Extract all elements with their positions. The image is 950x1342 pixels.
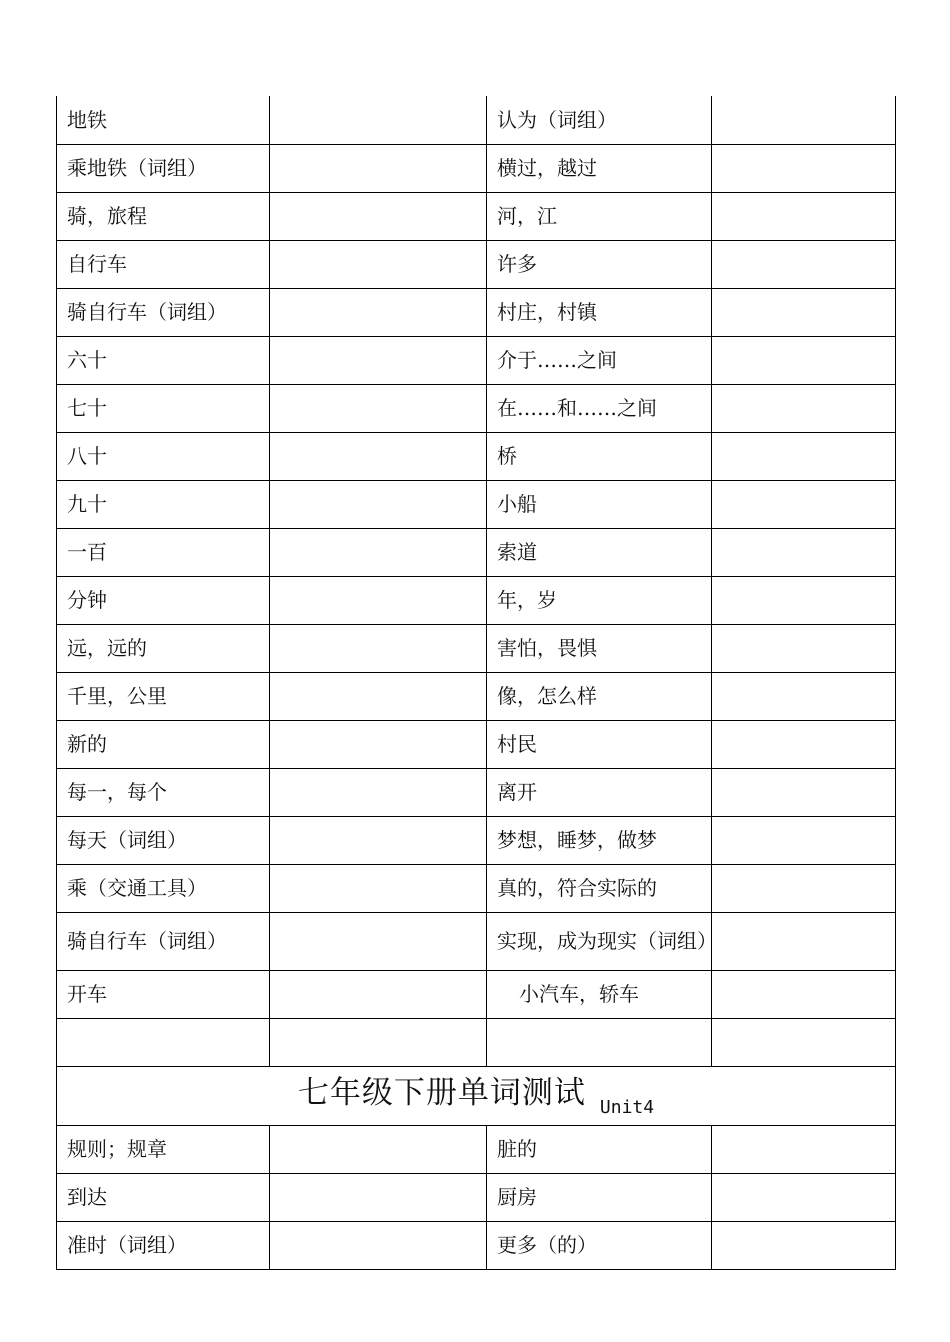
table-row [57,384,896,432]
chinese-term: 介于……之间 [487,336,712,384]
chinese-term [487,1018,712,1066]
answer-cell[interactable] [712,970,896,1018]
answer-cell[interactable] [712,384,896,432]
chinese-term: 真的，符合实际的 [487,864,712,912]
chinese-term: 九十 [57,480,270,528]
answer-cell[interactable] [712,288,896,336]
answer-cell[interactable] [270,912,487,970]
answer-cell[interactable] [270,970,487,1018]
chinese-term: 更多（的） [487,1221,712,1269]
chinese-term: 乘地铁（词组） [57,144,270,192]
answer-cell[interactable] [270,240,487,288]
table-row [57,336,896,384]
answer-cell[interactable] [712,672,896,720]
answer-cell[interactable] [712,624,896,672]
chinese-term: 河，江 [487,192,712,240]
answer-cell[interactable] [270,768,487,816]
chinese-term: 新的 [57,720,270,768]
answer-cell[interactable] [712,336,896,384]
chinese-term: 自行车 [57,240,270,288]
chinese-term: 害怕，畏惧 [487,624,712,672]
chinese-term: 到达 [57,1173,270,1221]
chinese-term [57,1018,270,1066]
table-row [57,144,896,192]
chinese-term: 认为（词组） [487,96,712,144]
chinese-term: 脏的 [487,1125,712,1173]
answer-cell[interactable] [712,432,896,480]
unit-label: Unit4 [599,1097,655,1118]
answer-cell[interactable] [270,624,487,672]
table-row [57,192,896,240]
chinese-term: 桥 [487,432,712,480]
table-row [57,912,896,970]
answer-cell[interactable] [712,576,896,624]
chinese-term: 村庄，村镇 [487,288,712,336]
answer-cell[interactable] [712,240,896,288]
answer-cell[interactable] [712,480,896,528]
chinese-term: 每天（词组） [57,816,270,864]
chinese-term: 在……和……之间 [487,384,712,432]
answer-cell[interactable] [270,96,487,144]
answer-cell[interactable] [270,1018,487,1066]
answer-cell[interactable] [712,192,896,240]
answer-cell[interactable] [712,528,896,576]
answer-cell[interactable] [712,96,896,144]
chinese-term: 规则；规章 [57,1125,270,1173]
answer-cell[interactable] [712,816,896,864]
table-row [57,720,896,768]
chinese-term: 八十 [57,432,270,480]
answer-cell[interactable] [712,720,896,768]
chinese-term: 村民 [487,720,712,768]
answer-cell[interactable] [270,1221,487,1269]
chinese-term: 骑自行车（词组） [57,912,270,970]
answer-cell[interactable] [270,864,487,912]
chinese-term: 远，远的 [57,624,270,672]
vocabulary-table [56,96,896,1270]
answer-cell[interactable] [270,384,487,432]
chinese-term: 年，岁 [487,576,712,624]
table-row [57,1221,896,1269]
table-row [57,528,896,576]
answer-cell[interactable] [270,1173,487,1221]
chinese-term: 横过，越过 [487,144,712,192]
chinese-term: 开车 [57,970,270,1018]
chinese-term: 地铁 [57,96,270,144]
table-row [57,768,896,816]
chinese-term: 一百 [57,528,270,576]
answer-cell[interactable] [270,528,487,576]
answer-cell[interactable] [270,192,487,240]
table-row [57,1125,896,1173]
answer-cell[interactable] [270,480,487,528]
answer-cell[interactable] [712,1221,896,1269]
chinese-term: 七十 [57,384,270,432]
table-row [57,816,896,864]
chinese-term: 梦想，睡梦，做梦 [487,816,712,864]
table-row [57,288,896,336]
table-row [57,432,896,480]
vocabulary-worksheet [56,96,895,1270]
answer-cell[interactable] [270,720,487,768]
answer-cell[interactable] [712,912,896,970]
answer-cell[interactable] [270,336,487,384]
chinese-term: 离开 [487,768,712,816]
chinese-term: 乘（交通工具） [57,864,270,912]
table-row [57,240,896,288]
answer-cell[interactable] [712,1125,896,1173]
answer-cell[interactable] [270,672,487,720]
table-row [57,864,896,912]
table-row [57,672,896,720]
chinese-term: 每一，每个 [57,768,270,816]
answer-cell[interactable] [270,1125,487,1173]
chinese-term: 小船 [487,480,712,528]
answer-cell[interactable] [270,144,487,192]
answer-cell[interactable] [712,1018,896,1066]
answer-cell[interactable] [270,816,487,864]
section-title-row [57,1066,896,1125]
chinese-term: 厨房 [487,1173,712,1221]
chinese-term: 索道 [487,528,712,576]
answer-cell[interactable] [712,864,896,912]
chinese-term: 小汽车，轿车 [487,970,712,1018]
table-row [57,1018,896,1066]
answer-cell[interactable] [270,576,487,624]
chinese-term: 六十 [57,336,270,384]
answer-cell[interactable] [712,768,896,816]
answer-cell[interactable] [270,288,487,336]
table-row [57,624,896,672]
chinese-term: 千里，公里 [57,672,270,720]
page-title: 七年级下册单词测试 [297,1075,586,1111]
chinese-term: 准时（词组） [57,1221,270,1269]
table-row [57,970,896,1018]
chinese-term: 分钟 [57,576,270,624]
chinese-term: 骑自行车（词组） [57,288,270,336]
answer-cell[interactable] [712,144,896,192]
table-row [57,576,896,624]
chinese-term: 骑，旅程 [57,192,270,240]
chinese-term: 实现，成为现实（词组） [487,912,712,970]
chinese-term: 像，怎么样 [487,672,712,720]
answer-cell[interactable] [712,1173,896,1221]
answer-cell[interactable] [270,432,487,480]
section-title [57,1066,896,1125]
table-row [57,1173,896,1221]
table-row [57,96,896,144]
table-row [57,480,896,528]
chinese-term: 许多 [487,240,712,288]
